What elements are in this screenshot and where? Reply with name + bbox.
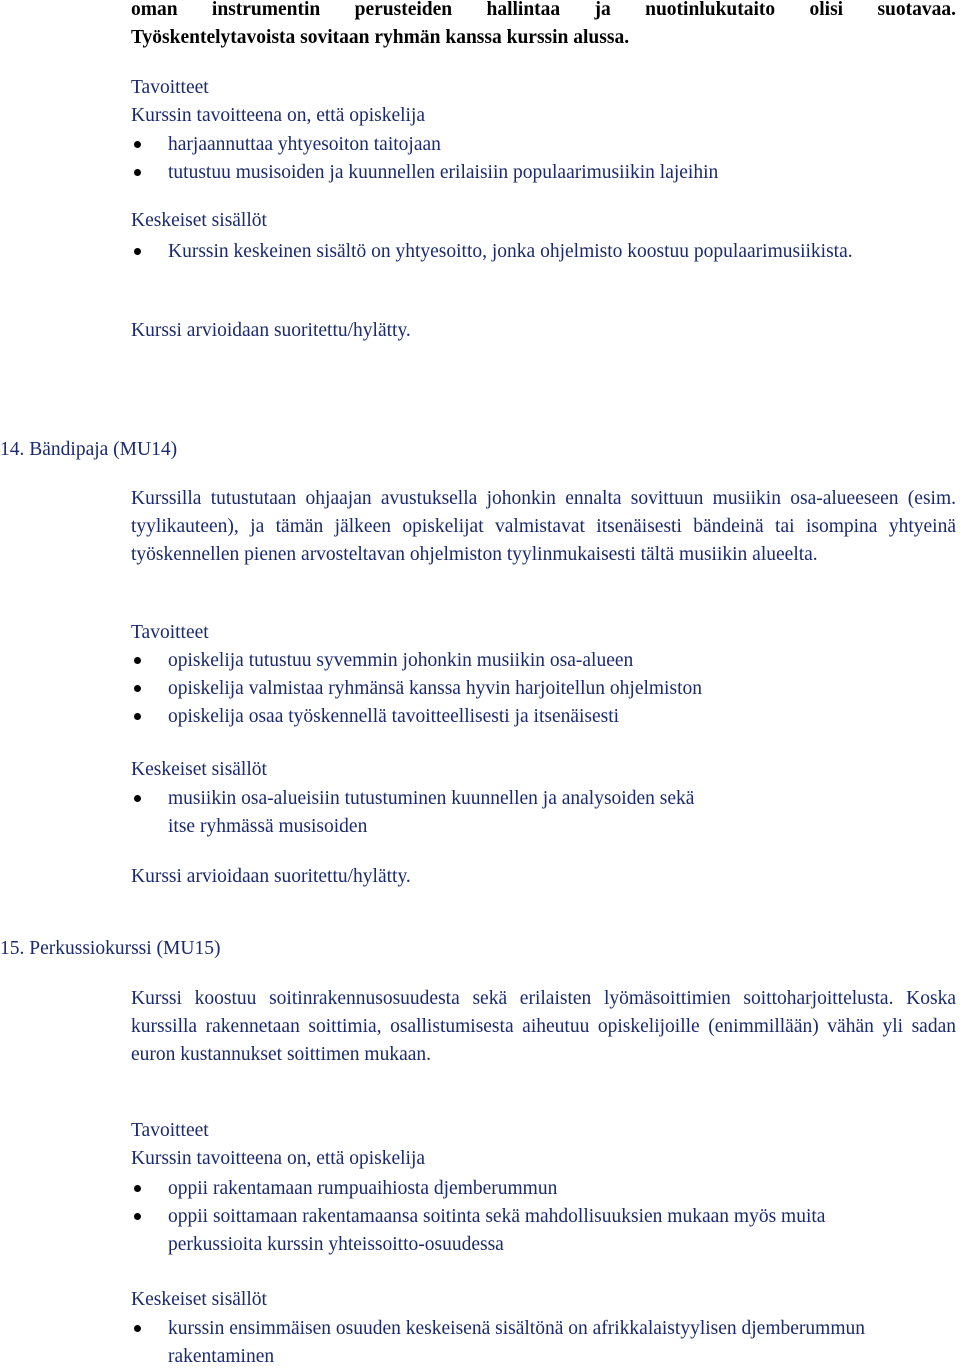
bullet-icon <box>134 713 141 720</box>
course15-title: 15. Perkussiokurssi (MU15) <box>0 938 221 959</box>
list-item <box>131 1175 956 1203</box>
list-item <box>131 703 956 731</box>
bullet-icon <box>134 657 141 664</box>
course13-goals-list <box>131 131 956 187</box>
list-item <box>131 785 956 841</box>
list-item-text: opiskelija valmistaa ryhmänsä kanssa hyvin harjoitellun ohjelmiston <box>168 678 702 699</box>
list-item-text: harjaannuttaa yhtyesoiton taitojaan <box>168 134 441 155</box>
intro-line-2: Työskentelytavoista sovitaan ryhmän kanssa kurssin alussa. <box>131 27 630 48</box>
list-item-text: tutustuu musisoiden ja kuunnellen erilaisiin populaarimusiikin lajeihin <box>168 162 719 183</box>
list-item <box>131 1203 956 1259</box>
list-item <box>131 131 956 159</box>
list-item <box>131 159 956 187</box>
course15-goals-list <box>131 1175 956 1259</box>
course13-goals-heading: Tavoitteet <box>131 77 209 98</box>
course15-contents-list <box>131 1315 956 1371</box>
course14-assessment: Kurssi arvioidaan suoritettu/hylätty. <box>131 866 411 887</box>
intro-line-1: oman instrumentin perusteiden hallintaa ja nuotinlukutaito olisi suotavaa. <box>131 0 956 20</box>
list-item <box>131 675 956 703</box>
course15-goals-heading: Tavoitteet <box>131 1120 209 1141</box>
list-item-text: musiikin osa-alueisiin tutustuminen kuunnellen ja analysoiden sekä itse ryhmässä musisoiden <box>168 788 695 837</box>
course13-assessment: Kurssi arvioidaan suoritettu/hylätty. <box>131 320 411 341</box>
list-item <box>131 647 956 675</box>
bullet-icon <box>134 141 141 148</box>
list-item <box>131 238 956 266</box>
course13-goals-intro: Kurssin tavoitteena on, että opiskelija <box>131 105 426 126</box>
list-item-text: oppii rakentamaan rumpuaihiosta djemberummun <box>168 1178 558 1199</box>
course14-goals-heading: Tavoitteet <box>131 622 209 643</box>
course15-goals-intro: Kurssin tavoitteena on, että opiskelija <box>131 1148 426 1169</box>
list-item-text: opiskelija osaa työskennellä tavoitteellisesti ja itsenäisesti <box>168 706 620 727</box>
course14-description: Kurssilla tutustutaan ohjaajan avustuksella johonkin ennalta sovittuun musiikin osa-alueeseen (esim. tyylikauteen), ja tämän jälkeen opiskelijat valmistavat itsenäisesti bändeinä tai isompina yhtyeinä työskennellen pienen arvosteltavan ohjelmiston tyylinmukaisesti tältä musiikin alueelta. <box>131 488 956 565</box>
list-item-text: oppii soittamaan rakentamaansa soitinta sekä mahdollisuuksien mukaan myös muita perkussioita kurssin yhteissoitto-osuudessa <box>168 1206 826 1255</box>
course15-contents-heading: Keskeiset sisällöt <box>131 1289 267 1310</box>
list-item-text: Kurssin keskeinen sisältö on yhtyesoitto, jonka ohjelmisto koostuu populaarimusiikista. <box>168 241 853 262</box>
course13-contents-heading: Keskeiset sisällöt <box>131 210 267 231</box>
bullet-icon <box>134 685 141 692</box>
course14-title: 14. Bändipaja (MU14) <box>0 439 178 460</box>
bullet-icon <box>134 248 141 255</box>
course14-goals-list <box>131 647 956 731</box>
course14-contents-list <box>131 785 956 841</box>
bullet-icon <box>134 1325 141 1332</box>
course15-description: Kurssi koostuu soitinrakennusosuudesta sekä erilaisten lyömäsoittimien soittoharjoittelusta. Koska kurssilla rakennetaan soittimia, osallistumisesta aiheutuu opiskelijoille (enimmillään) vähän yli sadan euron kustannukset soittimen mukaan. <box>131 988 956 1065</box>
course14-contents-heading: Keskeiset sisällöt <box>131 759 267 780</box>
list-item-text: opiskelija tutustuu syvemmin johonkin musiikin osa-alueen <box>168 650 634 671</box>
list-item <box>131 1315 956 1371</box>
bullet-icon <box>134 795 141 802</box>
bullet-icon <box>134 169 141 176</box>
bullet-icon <box>134 1185 141 1192</box>
bullet-icon <box>134 1213 141 1220</box>
list-item-text: kurssin ensimmäisen osuuden keskeisenä sisältönä on afrikkalaistyylisen djemberummun rakentaminen <box>168 1318 865 1367</box>
course13-contents-list <box>131 238 956 266</box>
